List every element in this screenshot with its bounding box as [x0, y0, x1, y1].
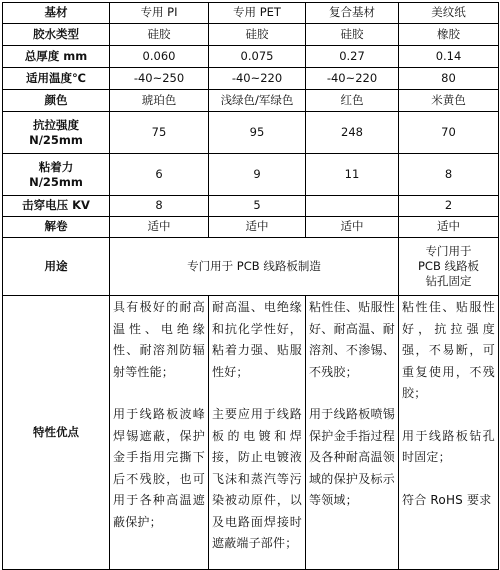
feature-paragraph: 用于线路板波峰焊锡遮蔽，保护金手指用完撕下后不残胶，也可用于各种高温遮蔽保护；: [113, 407, 205, 529]
cell: 适中: [110, 217, 209, 238]
feature-paragraph: 粘性佳、贴服性好，抗拉强度强，不易断，可重复使用，不残胶；: [402, 300, 495, 400]
usage-line: PCB 线路板: [417, 259, 479, 274]
features-cell-masking-paper: [399, 296, 499, 570]
cell: 11: [306, 154, 399, 196]
header-row: [3, 3, 499, 24]
cell: 硅胶: [209, 24, 306, 46]
cell: 适中: [399, 217, 499, 238]
cell: -40~220: [209, 68, 306, 90]
row-label-unit: N/25mm: [29, 174, 83, 189]
cell: 9: [209, 154, 306, 196]
row-color: [3, 90, 499, 112]
row-features: [3, 296, 499, 570]
row-adhesion: [3, 154, 499, 196]
row-temperature: [3, 68, 499, 90]
feature-paragraph: 耐高温、电绝缘和抗化学性好，粘着力强、贴服性好；: [212, 300, 302, 379]
cell: 0.27: [306, 46, 399, 68]
row-label: 适用温度℃: [3, 68, 110, 90]
usage-last-cell: [399, 238, 499, 296]
cell: -40~250: [110, 68, 209, 90]
cell: -40~220: [306, 68, 399, 90]
row-label: [3, 154, 110, 196]
cell: 硅胶: [110, 24, 209, 46]
cell: 75: [110, 112, 209, 154]
row-label-line: 粘着力: [38, 160, 74, 175]
feature-paragraph: 具有极好的耐高温性、电绝缘性、耐溶剂防辐射等性能；: [113, 300, 205, 379]
feature-paragraph: 符合 RoHS 要求: [402, 492, 492, 507]
usage-line: 专门用于: [425, 244, 472, 259]
row-label: 特性优点: [3, 296, 110, 570]
row-label: 颜色: [3, 90, 110, 112]
features-cell-composite: [306, 296, 399, 570]
cell: 橡胶: [399, 24, 499, 46]
cell: 8: [399, 154, 499, 196]
cell: 0.075: [209, 46, 306, 68]
row-label: 用途: [3, 238, 110, 296]
cell: 适中: [306, 217, 399, 238]
usage-line: 钻孔固定: [425, 273, 472, 288]
cell: 6: [110, 154, 209, 196]
cell: 琥珀色: [110, 90, 209, 112]
header-col-masking-paper: 美纹纸: [399, 3, 499, 24]
cell: 70: [399, 112, 499, 154]
cell: 248: [306, 112, 399, 154]
row-unwind: [3, 217, 499, 238]
features-cell-pi: [110, 296, 209, 570]
row-tensile-strength: [3, 112, 499, 154]
row-label: [3, 112, 110, 154]
row-label: 解卷: [3, 217, 110, 238]
feature-paragraph: 主要应用于线路板的电镀和焊接，防止电镀液飞沫和蒸汽等污染被动原件，以及电路面焊接时遮蔽端子部件；: [212, 407, 302, 550]
cell: 0.14: [399, 46, 499, 68]
header-col-pet: 专用 PET: [209, 3, 306, 24]
header-col-pi: 专用 PI: [110, 3, 209, 24]
row-label: 胶水类型: [3, 24, 110, 46]
features-cell-pet: [209, 296, 306, 570]
row-adhesive-type: [3, 24, 499, 46]
cell: 适中: [209, 217, 306, 238]
cell: 5: [209, 196, 306, 217]
spec-table: [2, 2, 499, 570]
row-breakdown-voltage: [3, 196, 499, 217]
header-col-composite: 复合基材: [306, 3, 399, 24]
cell: 8: [110, 196, 209, 217]
cell: 硅胶: [306, 24, 399, 46]
cell: 2: [399, 196, 499, 217]
feature-paragraph: 用于线路板钻孔时固定；: [402, 428, 495, 464]
row-label: 击穿电压 KV: [3, 196, 110, 217]
row-label-unit: N/25mm: [29, 132, 83, 147]
cell: 米黄色: [399, 90, 499, 112]
cell: 80: [399, 68, 499, 90]
row-label-line: 抗拉强度: [33, 118, 79, 133]
header-label: 基材: [3, 3, 110, 24]
row-usage: [3, 238, 499, 296]
usage-shared-cell: 专门用于 PCB 线路板制造: [110, 238, 399, 296]
row-thickness: [3, 46, 499, 68]
cell: 95: [209, 112, 306, 154]
row-label: 总厚度 mm: [3, 46, 110, 68]
cell: 浅绿色/军绿色: [209, 90, 306, 112]
cell-empty: [306, 196, 399, 217]
feature-paragraph: 粘性佳、贴服性好、耐高温、耐溶剂、不渗锡、不残胶；: [309, 300, 395, 379]
feature-paragraph: 用于线路板喷锡保护金手指过程及各种耐高温领域的保护及标示等领域；: [309, 407, 395, 507]
cell: 0.060: [110, 46, 209, 68]
cell: 红色: [306, 90, 399, 112]
